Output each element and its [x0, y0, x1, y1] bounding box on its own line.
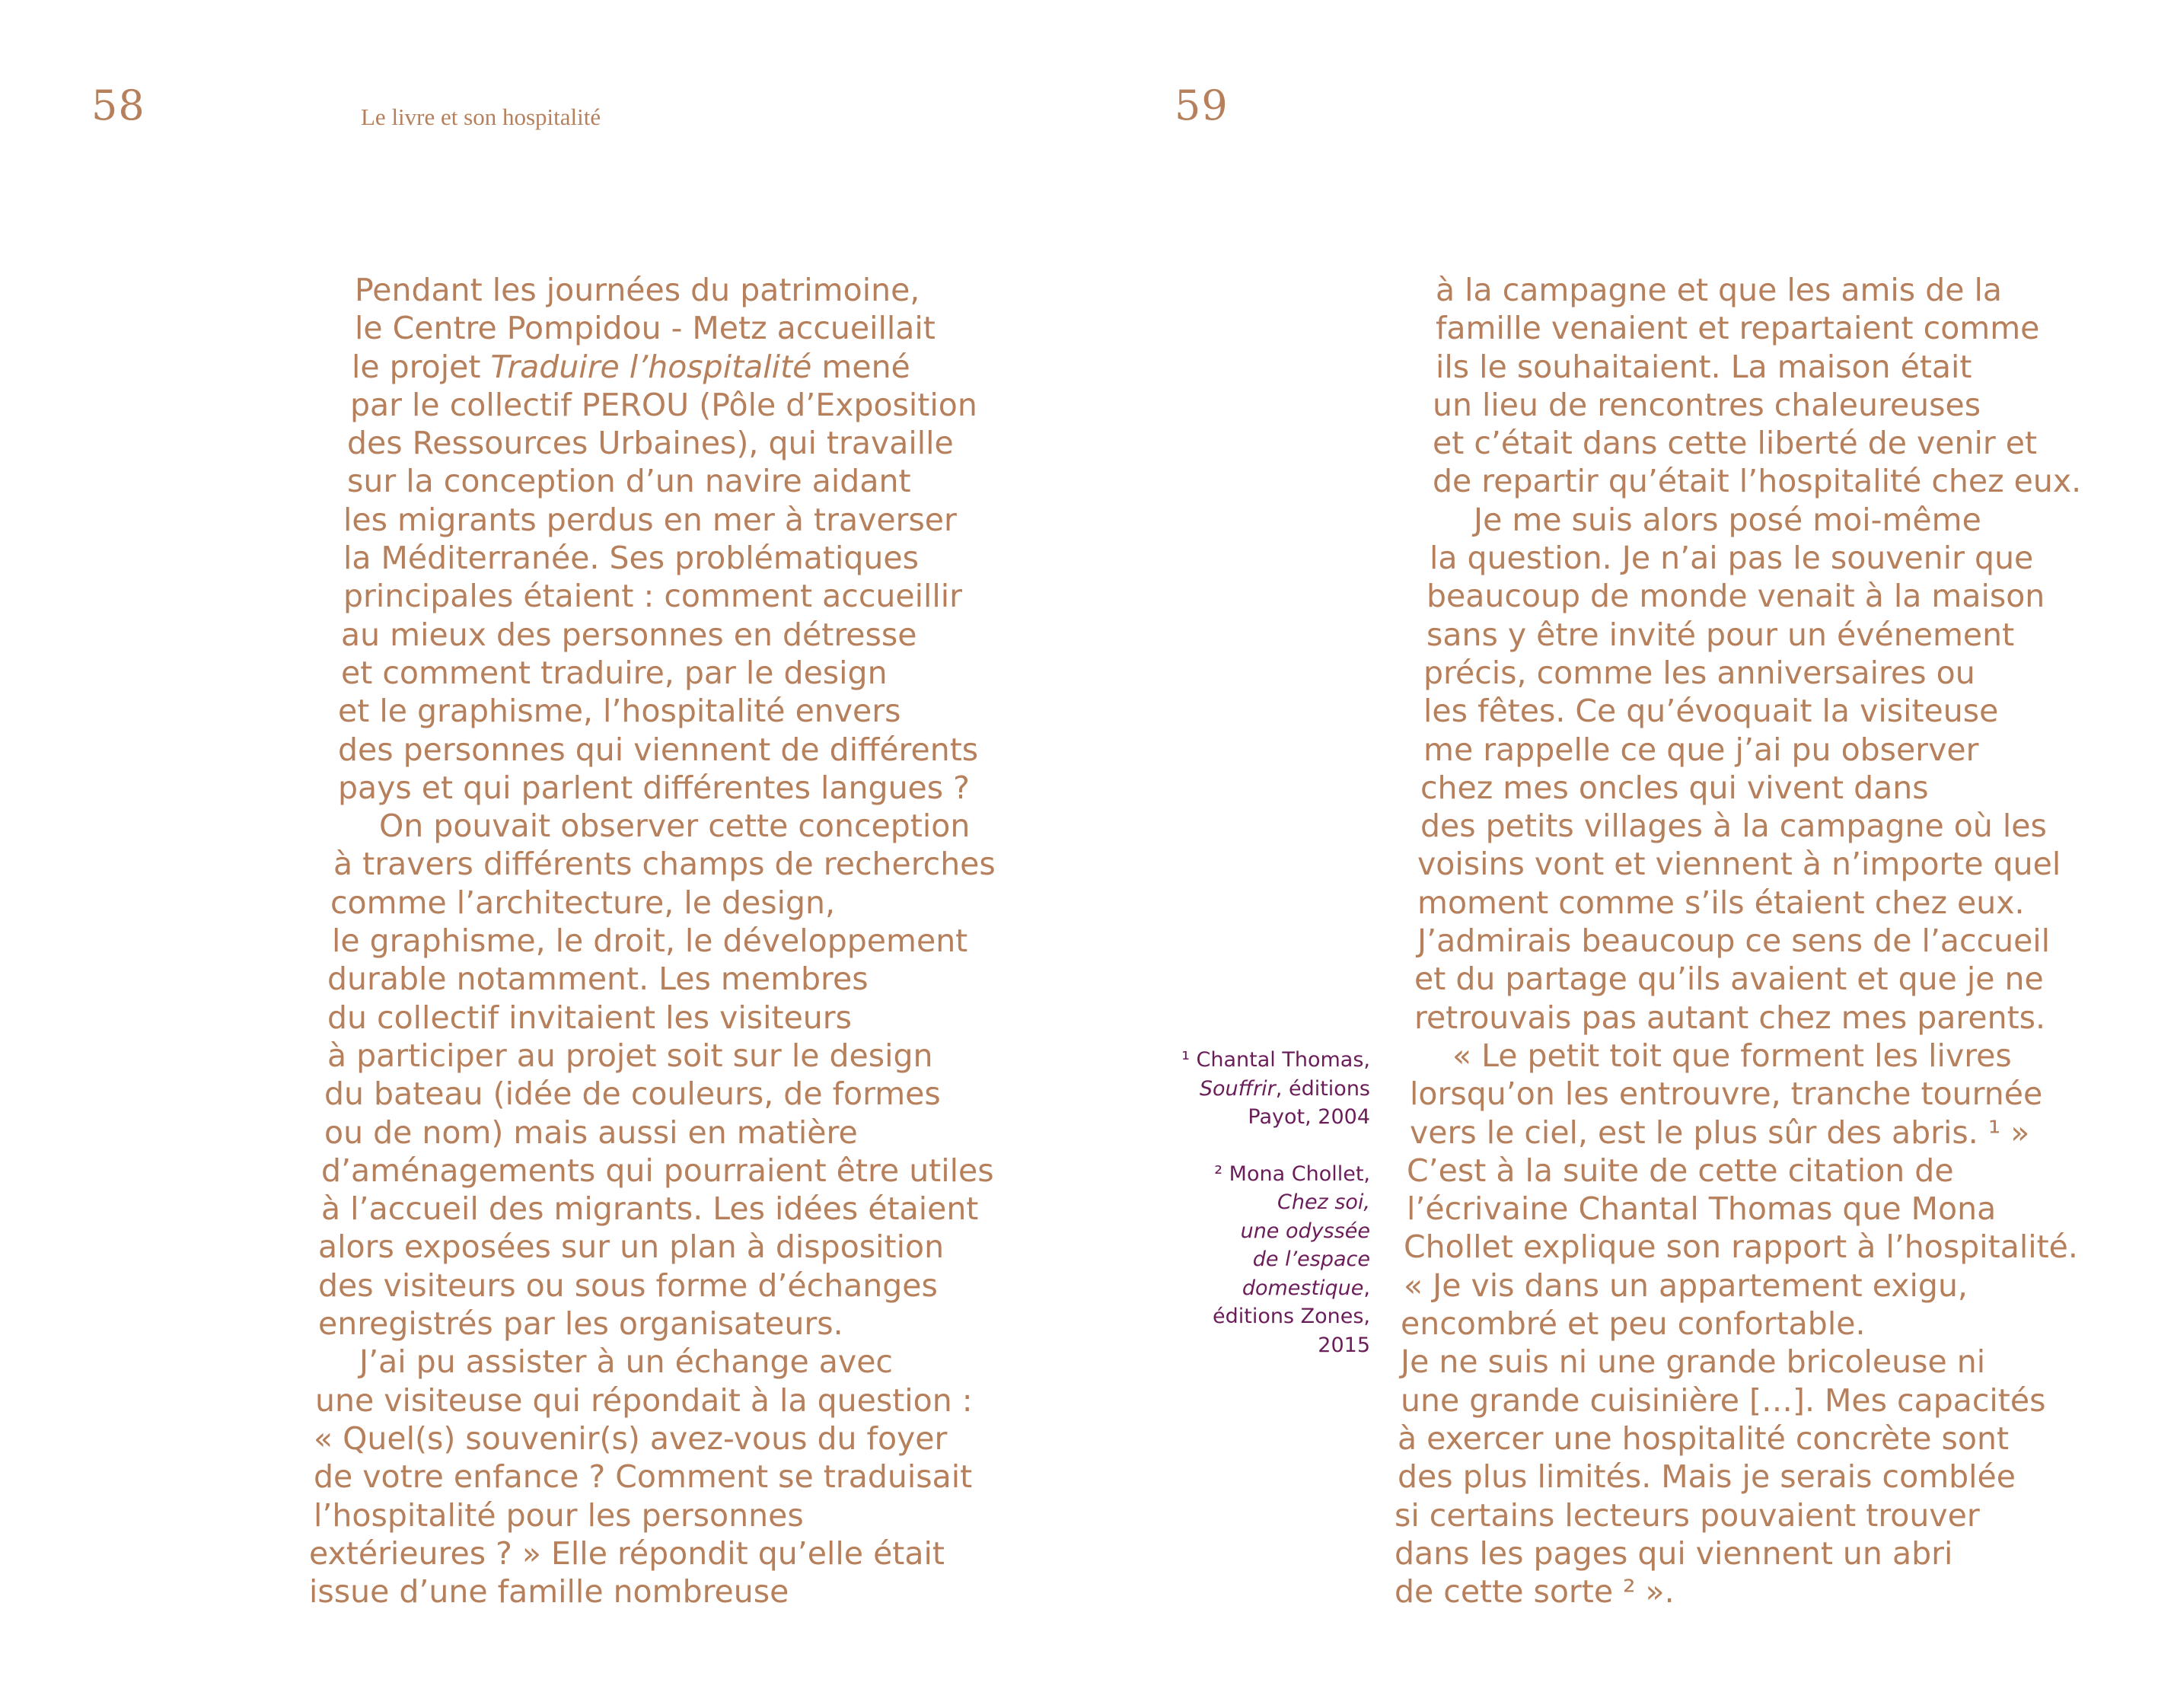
left-body-text — [304, 271, 996, 1611]
text-line: principales étaient : comment accueillir — [343, 578, 962, 615]
footnote-line: éditions Zones, — [1212, 1305, 1370, 1328]
text-line: à travers différents champs de recherches — [333, 846, 996, 883]
text-line: lorsqu’on les entrouvre, tranche tournée — [1410, 1075, 2043, 1113]
footnote-line: Chez soi, — [1277, 1190, 1370, 1214]
footnote-line: ¹ Chantal Thomas, — [1181, 1048, 1370, 1072]
page-number-right: 59 — [1175, 81, 1229, 129]
running-head: Le livre et son hospitalité — [361, 104, 601, 130]
text-line: et c’était dans cette liberté de venir et — [1433, 425, 2038, 462]
text-line: si certains lecteurs pouvaient trouver — [1395, 1496, 1980, 1534]
text-line: « Je vis dans un appartement exigu, — [1404, 1267, 1968, 1304]
text-line: et du partage qu’ils avaient et que je ne — [1414, 961, 2044, 998]
text-line: moment comme s’ils étaient chez eux. — [1417, 884, 2025, 921]
text-line: l’écrivaine Chantal Thomas que Mona — [1407, 1190, 1997, 1228]
text-line: On pouvait observer cette conception — [379, 808, 971, 845]
text-line: « Quel(s) souvenir(s) avez-vous du foyer — [314, 1420, 948, 1457]
text-line: par le collectif PEROU (Pôle d’Exposition — [350, 386, 977, 423]
text-line: sur la conception d’un navire aidant — [347, 463, 911, 500]
text-line: me rappelle ce que j’ai pu observer — [1423, 731, 1979, 768]
text-line: des Ressources Urbaines), qui travaille — [347, 425, 954, 462]
text-line: des petits villages à la campagne où les — [1420, 808, 2047, 845]
text-line: des plus limités. Mais je serais comblée — [1398, 1458, 2016, 1496]
text-line: sans y être invité pour un événement — [1426, 616, 2015, 653]
text-line: le projet Traduire l’hospitalité mené — [352, 348, 910, 385]
text-line: une grande cuisinière […]. Mes capacités — [1401, 1381, 2046, 1419]
page-number-left: 58 — [91, 81, 145, 129]
text-line: durable notamment. Les membres — [327, 961, 869, 998]
text-line: d’aménagements qui pourraient être utiles — [321, 1152, 994, 1189]
text-line: de votre enfance ? Comment se traduisait — [314, 1458, 973, 1496]
text-line: C’est à la suite de cette citation de — [1407, 1152, 1954, 1189]
text-line: les migrants perdus en mer à traverser — [343, 501, 957, 538]
footnote-line: de l’espace — [1252, 1248, 1370, 1271]
text-line: des visiteurs ou sous forme d’échanges — [318, 1267, 938, 1304]
footnote-line: domestique, — [1242, 1276, 1370, 1300]
text-line: au mieux des personnes en détresse — [341, 616, 917, 653]
text-line: précis, comme les anniversaires ou — [1423, 654, 1975, 691]
text-line: la Méditerranée. Ses problématiques — [343, 540, 919, 577]
footnote-line: 2015 — [1318, 1333, 1370, 1357]
text-line: un lieu de rencontres chaleureuses — [1433, 386, 1981, 423]
text-line: l’hospitalité pour les personnes — [314, 1496, 804, 1534]
text-line: beaucoup de monde venait à la maison — [1426, 578, 2045, 615]
text-line: une visiteuse qui répondait à la question : — [315, 1381, 973, 1419]
right-body-text — [1385, 271, 2081, 1611]
text-line: chez mes oncles qui vivent dans — [1420, 769, 1929, 806]
text-line: famille venaient et repartaient comme — [1436, 310, 2040, 347]
text-line: issue d’une famille nombreuse — [309, 1573, 789, 1611]
text-line: comme l’architecture, le design, — [330, 884, 836, 921]
text-line: ou de nom) mais aussi en matière — [324, 1114, 858, 1151]
text-line: du collectif invitaient les visiteurs — [327, 999, 853, 1036]
footnote-2 — [1096, 1160, 1370, 1360]
text-line: pays et qui parlent différentes langues ? — [338, 769, 970, 806]
text-line: vers le ciel, est le plus sûr des abris. ¹ » — [1410, 1114, 2030, 1151]
text-line: ils le souhaitaient. La maison était — [1436, 348, 1972, 385]
text-line: les fêtes. Ce qu’évoquait la visiteuse — [1423, 693, 1999, 730]
text-line: extérieures ? » Elle répondit qu’elle était — [309, 1534, 945, 1572]
text-line: J’admirais beaucoup ce sens de l’accueil — [1417, 923, 2051, 960]
text-line: voisins vont et viennent à n’importe quel — [1417, 846, 2061, 883]
text-line: J’ai pu assister à un échange avec — [359, 1343, 893, 1381]
text-line: « Le petit toit que forment les livres — [1452, 1037, 2012, 1074]
text-line: de cette sorte ² ». — [1395, 1573, 1675, 1611]
text-line: à exercer une hospitalité concrète sont — [1398, 1420, 2010, 1457]
footnotes — [1096, 1046, 1370, 1388]
text-line: et comment traduire, par le design — [341, 654, 888, 691]
text-line: à la campagne et que les amis de la — [1436, 272, 2002, 308]
text-line: dans les pages qui viennent un abri — [1395, 1534, 1953, 1572]
text-line: Je ne suis ni une grande bricoleuse ni — [1401, 1343, 1986, 1381]
text-line: Chollet explique son rapport à l’hospitalité. — [1404, 1228, 2078, 1266]
text-line: à l’accueil des migrants. Les idées étaient — [321, 1190, 979, 1228]
footnote-1 — [1096, 1046, 1370, 1132]
footnote-line: Payot, 2004 — [1248, 1105, 1370, 1129]
text-line: le graphisme, le droit, le développement — [332, 923, 968, 960]
text-line: des personnes qui viennent de différents — [338, 731, 979, 768]
text-line: encombré et peu confortable. — [1401, 1305, 1866, 1343]
text-line: Pendant les journées du patrimoine, — [355, 272, 920, 308]
footnote-line: ² Mona Chollet, — [1214, 1162, 1370, 1186]
text-line: Je me suis alors posé moi-même — [1474, 501, 1981, 538]
text-line: et le graphisme, l’hospitalité envers — [338, 693, 901, 730]
text-line: le Centre Pompidou - Metz accueillait — [355, 310, 936, 347]
text-line: de repartir qu’était l’hospitalité chez eux. — [1433, 463, 2082, 500]
footnote-line: Souffrir, éditions — [1199, 1076, 1370, 1101]
text-line: enregistrés par les organisateurs. — [318, 1305, 843, 1343]
text-line: du bateau (idée de couleurs, de formes — [324, 1075, 941, 1113]
text-line: à participer au projet soit sur le design — [327, 1037, 933, 1074]
text-line: alors exposées sur un plan à disposition — [318, 1228, 945, 1266]
text-line: retrouvais pas autant chez mes parents. — [1414, 999, 2046, 1036]
text-line: la question. Je n’ai pas le souvenir que — [1430, 540, 2034, 577]
footnote-line: une odyssée — [1240, 1219, 1370, 1243]
